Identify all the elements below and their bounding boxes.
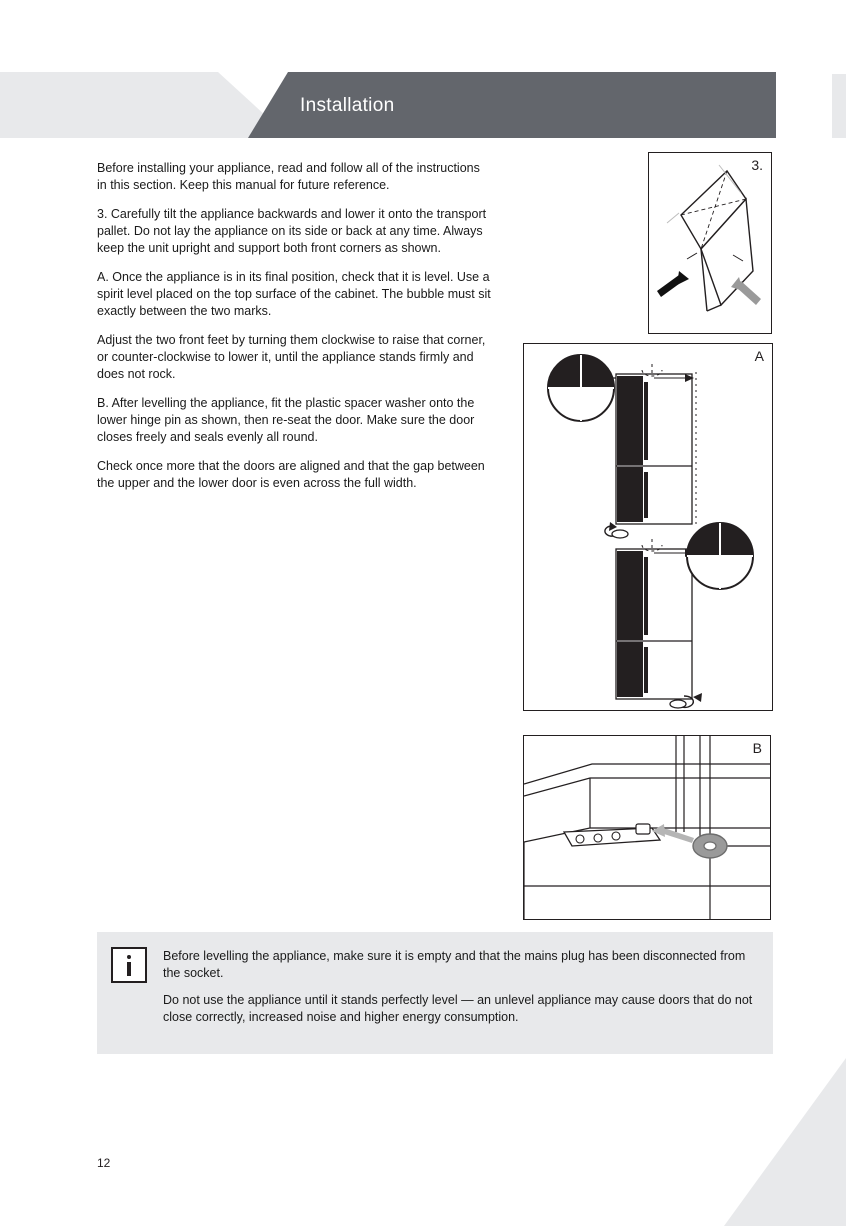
figure-label: B	[752, 740, 762, 756]
body-paragraph: B. After levelling the appliance, fit the plastic spacer washer onto the lower hinge pin as shown, then re-seat the door. Make sure the door closes freely and seals evenly all round.	[97, 396, 475, 444]
figure-label: A	[754, 348, 764, 364]
figure-tilting-appliance	[648, 152, 772, 334]
page-header-band	[0, 72, 846, 138]
footer-corner-wedge	[724, 1058, 846, 1226]
hinge-washer-drawing	[524, 736, 770, 919]
body-paragraph: Before installing your appliance, read and follow all of the instructions in this section. Keep this manual for future reference.	[97, 161, 480, 192]
information-note-box	[97, 932, 773, 1054]
figure-hinge-washer	[523, 735, 771, 920]
figure-levelling-appliance	[523, 343, 773, 711]
tilting-appliance-drawing	[649, 153, 771, 333]
body-paragraph: 3. Carefully tilt the appliance backwards and lower it onto the transport pallet. Do not lay the appliance on its side or back at any time. Always keep the unit upright and support both front corners as shown.	[97, 207, 487, 255]
body-paragraph: Adjust the two front feet by turning them clockwise to raise that corner, or counter-clockwise to lower it, until the appliance stands firmly and does not rock.	[97, 333, 486, 381]
note-paragraph: Do not use the appliance until it stands perfectly level — an unlevel appliance may cause doors that do not close correctly, increased noise and higher energy consumption.	[163, 993, 753, 1024]
information-icon-stem	[127, 962, 131, 976]
body-text-column	[97, 160, 492, 504]
levelling-appliance-drawing	[524, 344, 772, 710]
note-paragraph: Before levelling the appliance, make sure it is empty and that the mains plug has been disconnected from the socket.	[163, 949, 746, 980]
body-paragraph: Check once more that the doors are aligned and that the gap between the upper and the lower door is even across the full width.	[97, 459, 485, 490]
header-light-wedge	[0, 72, 290, 138]
header-right-edge	[832, 74, 846, 138]
information-icon-dot	[127, 955, 131, 959]
body-paragraph: A. Once the appliance is in its final position, check that it is level. Use a spirit level placed on the top surface of the cabinet. The bubble must sit exactly between the two marks.	[97, 270, 491, 318]
page-number: 12	[97, 1156, 111, 1170]
figure-label: 3.	[751, 157, 763, 173]
information-icon	[111, 947, 147, 983]
note-text	[163, 948, 753, 1036]
page-title: Installation	[300, 95, 395, 116]
